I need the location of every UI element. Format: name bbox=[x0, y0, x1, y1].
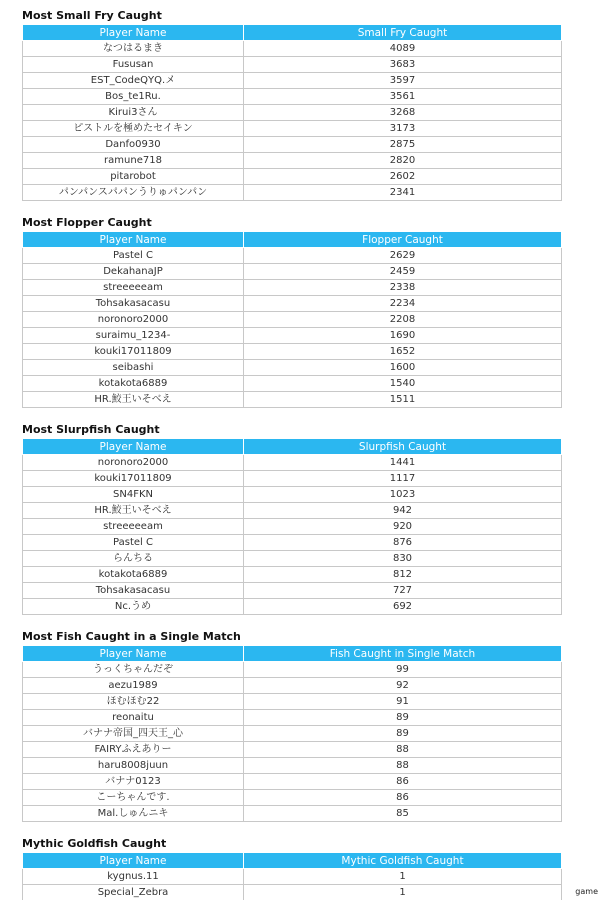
count-cell: 1690 bbox=[244, 328, 562, 344]
section-title: Most Fish Caught in a Single Match bbox=[22, 630, 241, 643]
table-row bbox=[23, 774, 562, 790]
count-cell: 2338 bbox=[244, 280, 562, 296]
table-row bbox=[23, 678, 562, 694]
count-cell: 1 bbox=[244, 869, 562, 885]
count-cell: 2208 bbox=[244, 312, 562, 328]
table-row bbox=[23, 137, 562, 153]
player-name-cell: らんちる bbox=[23, 551, 244, 567]
leaderboard-table-slurpfish bbox=[22, 438, 562, 615]
table-header-row bbox=[23, 853, 562, 869]
table-row bbox=[23, 169, 562, 185]
column-header-player-name: Player Name bbox=[23, 439, 244, 455]
count-cell: 3597 bbox=[244, 73, 562, 89]
leaderboard-table-mythic-goldfish bbox=[22, 852, 562, 900]
count-cell: 876 bbox=[244, 535, 562, 551]
table-row bbox=[23, 392, 562, 408]
player-name-cell: reonaitu bbox=[23, 710, 244, 726]
table-row bbox=[23, 57, 562, 73]
table-row bbox=[23, 726, 562, 742]
count-cell: 99 bbox=[244, 662, 562, 678]
count-cell: 89 bbox=[244, 710, 562, 726]
player-name-cell: Nc.うめ bbox=[23, 599, 244, 615]
section-small-fry bbox=[22, 8, 561, 203]
count-cell: 2629 bbox=[244, 248, 562, 264]
column-header-player-name: Player Name bbox=[23, 853, 244, 869]
count-cell: 1 bbox=[244, 885, 562, 900]
table-row bbox=[23, 694, 562, 710]
player-name-cell: Pastel C bbox=[23, 535, 244, 551]
section-title: Most Slurpfish Caught bbox=[22, 423, 160, 436]
player-name-cell: pitarobot bbox=[23, 169, 244, 185]
player-name-cell: HR.鮫王いそべえ bbox=[23, 392, 244, 408]
count-cell: 1441 bbox=[244, 455, 562, 471]
player-name-cell: aezu1989 bbox=[23, 678, 244, 694]
column-header-count: Flopper Caught bbox=[244, 232, 562, 248]
count-cell: 2341 bbox=[244, 185, 562, 201]
count-cell: 88 bbox=[244, 742, 562, 758]
player-name-cell: noronoro2000 bbox=[23, 455, 244, 471]
player-name-cell: kouki17011809 bbox=[23, 471, 244, 487]
table-header-row bbox=[23, 232, 562, 248]
table-row bbox=[23, 455, 562, 471]
table-row bbox=[23, 376, 562, 392]
count-cell: 727 bbox=[244, 583, 562, 599]
table-row bbox=[23, 360, 562, 376]
count-cell: 830 bbox=[244, 551, 562, 567]
column-header-player-name: Player Name bbox=[23, 232, 244, 248]
player-name-cell: なつはるまき bbox=[23, 41, 244, 57]
table-row bbox=[23, 121, 562, 137]
count-cell: 88 bbox=[244, 758, 562, 774]
player-name-cell: noronoro2000 bbox=[23, 312, 244, 328]
player-name-cell: Tohsakasacasu bbox=[23, 583, 244, 599]
player-name-cell: こーちゃんです. bbox=[23, 790, 244, 806]
table-row bbox=[23, 105, 562, 121]
count-cell: 692 bbox=[244, 599, 562, 615]
player-name-cell: suraimu_1234- bbox=[23, 328, 244, 344]
column-header-player-name: Player Name bbox=[23, 646, 244, 662]
column-header-count: Mythic Goldfish Caught bbox=[244, 853, 562, 869]
table-row bbox=[23, 551, 562, 567]
section-title: Mythic Goldfish Caught bbox=[22, 837, 167, 850]
column-header-count: Small Fry Caught bbox=[244, 25, 562, 41]
count-cell: 3683 bbox=[244, 57, 562, 73]
table-row bbox=[23, 296, 562, 312]
player-name-cell: ramune718 bbox=[23, 153, 244, 169]
table-row bbox=[23, 662, 562, 678]
table-row bbox=[23, 471, 562, 487]
count-cell: 3561 bbox=[244, 89, 562, 105]
table-row bbox=[23, 185, 562, 201]
table-header-row bbox=[23, 646, 562, 662]
table-row bbox=[23, 742, 562, 758]
count-cell: 92 bbox=[244, 678, 562, 694]
table-row bbox=[23, 89, 562, 105]
count-cell: 812 bbox=[244, 567, 562, 583]
count-cell: 4089 bbox=[244, 41, 562, 57]
count-cell: 86 bbox=[244, 774, 562, 790]
player-name-cell: DekahanaJP bbox=[23, 264, 244, 280]
player-name-cell: うっくちゃんだぞ bbox=[23, 662, 244, 678]
player-name-cell: Pastel C bbox=[23, 248, 244, 264]
table-header-row bbox=[23, 439, 562, 455]
column-header-player-name: Player Name bbox=[23, 25, 244, 41]
table-row bbox=[23, 535, 562, 551]
player-name-cell: FAIRYふえありー bbox=[23, 742, 244, 758]
table-row bbox=[23, 248, 562, 264]
player-name-cell: バナナ0123 bbox=[23, 774, 244, 790]
table-row bbox=[23, 487, 562, 503]
count-cell: 2234 bbox=[244, 296, 562, 312]
leaderboard-table-single-match bbox=[22, 645, 562, 822]
count-cell: 91 bbox=[244, 694, 562, 710]
player-name-cell: SN4FKN bbox=[23, 487, 244, 503]
count-cell: 942 bbox=[244, 503, 562, 519]
table-row bbox=[23, 758, 562, 774]
table-row bbox=[23, 344, 562, 360]
player-name-cell: haru8008juun bbox=[23, 758, 244, 774]
player-name-cell: kouki17011809 bbox=[23, 344, 244, 360]
count-cell: 920 bbox=[244, 519, 562, 535]
section-single-match bbox=[22, 629, 561, 824]
count-cell: 1023 bbox=[244, 487, 562, 503]
player-name-cell: パンパンスパパンうりゅパンパン bbox=[23, 185, 244, 201]
count-cell: 2820 bbox=[244, 153, 562, 169]
count-cell: 1117 bbox=[244, 471, 562, 487]
player-name-cell: streeeeeam bbox=[23, 519, 244, 535]
leaderboard-table-small-fry bbox=[22, 24, 562, 201]
table-row bbox=[23, 806, 562, 822]
section-slurpfish bbox=[22, 422, 561, 617]
section-mythic-goldfish bbox=[22, 836, 561, 900]
count-cell: 1600 bbox=[244, 360, 562, 376]
table-row bbox=[23, 41, 562, 57]
table-row bbox=[23, 583, 562, 599]
column-header-count: Slurpfish Caught bbox=[244, 439, 562, 455]
count-cell: 2602 bbox=[244, 169, 562, 185]
table-row bbox=[23, 519, 562, 535]
count-cell: 85 bbox=[244, 806, 562, 822]
table-row bbox=[23, 153, 562, 169]
count-cell: 89 bbox=[244, 726, 562, 742]
player-name-cell: Mal.しゅんニキ bbox=[23, 806, 244, 822]
table-row bbox=[23, 264, 562, 280]
table-row bbox=[23, 503, 562, 519]
player-name-cell: Special_Zebra bbox=[23, 885, 244, 900]
player-name-cell: kotakota6889 bbox=[23, 567, 244, 583]
table-row bbox=[23, 599, 562, 615]
table-row bbox=[23, 280, 562, 296]
player-name-cell: Danfo0930 bbox=[23, 137, 244, 153]
player-name-cell: ほむほむ22 bbox=[23, 694, 244, 710]
count-cell: 1511 bbox=[244, 392, 562, 408]
count-cell: 1540 bbox=[244, 376, 562, 392]
table-row bbox=[23, 790, 562, 806]
count-cell: 3268 bbox=[244, 105, 562, 121]
table-row bbox=[23, 73, 562, 89]
section-flopper bbox=[22, 215, 561, 410]
player-name-cell: seibashi bbox=[23, 360, 244, 376]
table-row bbox=[23, 710, 562, 726]
column-header-count: Fish Caught in Single Match bbox=[244, 646, 562, 662]
player-name-cell: kotakota6889 bbox=[23, 376, 244, 392]
leaderboard-table-flopper bbox=[22, 231, 562, 408]
table-row bbox=[23, 328, 562, 344]
table-row bbox=[23, 885, 562, 900]
player-name-cell: ピストルを極めたセイキン bbox=[23, 121, 244, 137]
player-name-cell: バナナ帝国_四天王_心 bbox=[23, 726, 244, 742]
player-name-cell: Bos_te1Ru. bbox=[23, 89, 244, 105]
player-name-cell: kygnus.11 bbox=[23, 869, 244, 885]
count-cell: 86 bbox=[244, 790, 562, 806]
table-row bbox=[23, 567, 562, 583]
player-name-cell: Kirui3さん bbox=[23, 105, 244, 121]
count-cell: 2459 bbox=[244, 264, 562, 280]
count-cell: 3173 bbox=[244, 121, 562, 137]
player-name-cell: EST_CodeQYQ.メ bbox=[23, 73, 244, 89]
count-cell: 1652 bbox=[244, 344, 562, 360]
player-name-cell: Fususan bbox=[23, 57, 244, 73]
count-cell: 2875 bbox=[244, 137, 562, 153]
player-name-cell: Tohsakasacasu bbox=[23, 296, 244, 312]
table-row bbox=[23, 312, 562, 328]
section-title: Most Small Fry Caught bbox=[22, 9, 162, 22]
player-name-cell: streeeeeam bbox=[23, 280, 244, 296]
section-title: Most Flopper Caught bbox=[22, 216, 152, 229]
player-name-cell: HR.鮫王いそべえ bbox=[23, 503, 244, 519]
table-header-row bbox=[23, 25, 562, 41]
table-row bbox=[23, 869, 562, 885]
corner-text: game bbox=[575, 887, 598, 896]
